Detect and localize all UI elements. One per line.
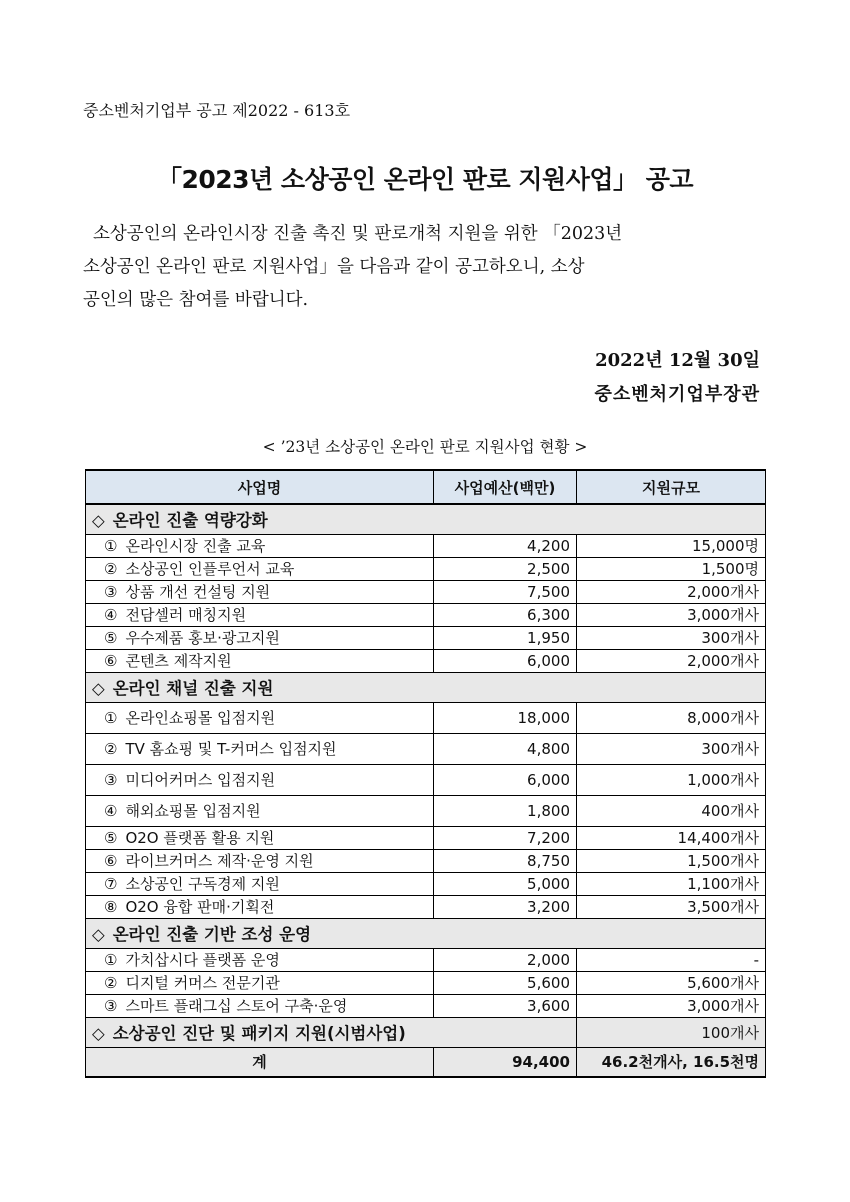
table-row xyxy=(86,733,766,764)
header-scale: 지원규모 xyxy=(577,470,766,504)
notice-number: 중소벤처기업부 공고 제2022 - 613호 xyxy=(83,101,351,120)
item-number: ③ xyxy=(104,997,118,1015)
total-scale: 46.2천개사, 16.5천명 xyxy=(577,1047,766,1077)
item-number: ② xyxy=(104,740,118,758)
program-name-cell xyxy=(86,702,434,733)
table-row xyxy=(86,702,766,733)
table-row xyxy=(86,795,766,826)
program-name-cell xyxy=(86,733,434,764)
item-number: ① xyxy=(104,537,118,555)
item-number: ② xyxy=(104,974,118,992)
program-table xyxy=(85,469,766,1078)
diamond-icon: ◇ xyxy=(92,511,105,531)
program-name-cell xyxy=(86,764,434,795)
scale-cell: 300개사 xyxy=(577,626,766,649)
section-title-cell xyxy=(86,918,766,948)
program-name: 우수제품 홍보·광고지원 xyxy=(125,629,280,647)
table-row xyxy=(86,826,766,849)
program-name: 해외쇼핑몰 입점지원 xyxy=(125,802,261,820)
scale-cell: 1,100개사 xyxy=(577,872,766,895)
table-row xyxy=(86,626,766,649)
program-name: 온라인쇼핑몰 입점지원 xyxy=(125,709,276,727)
item-number: ① xyxy=(104,951,118,969)
item-number: ⑤ xyxy=(104,829,118,847)
budget-cell: 2,500 xyxy=(434,557,577,580)
program-name: O2O 플랫폼 활용 지원 xyxy=(125,829,275,847)
budget-cell: 7,500 xyxy=(434,580,577,603)
scale-cell: 3,000개사 xyxy=(577,603,766,626)
budget-cell: 5,000 xyxy=(434,872,577,895)
notice-author: 중소벤처기업부장관 xyxy=(594,384,760,405)
item-number: ① xyxy=(104,709,118,727)
budget-cell: 18,000 xyxy=(434,702,577,733)
budget-cell: 4,800 xyxy=(434,733,577,764)
table-row xyxy=(86,994,766,1017)
total-label: 계 xyxy=(86,1047,434,1077)
program-name-cell xyxy=(86,971,434,994)
program-name-cell xyxy=(86,872,434,895)
scale-cell: - xyxy=(577,948,766,971)
scale-cell: 14,400개사 xyxy=(577,826,766,849)
program-name: 라이브커머스 제작·운영 지원 xyxy=(125,852,314,870)
item-number: ② xyxy=(104,560,118,578)
section-title: 온라인 진출 기반 조성 운영 xyxy=(112,925,312,944)
table-row xyxy=(86,649,766,672)
program-name: 전담셀러 매칭지원 xyxy=(125,606,247,624)
section-title: 온라인 채널 진출 지원 xyxy=(112,679,274,698)
program-name-cell xyxy=(86,994,434,1017)
table-row xyxy=(86,948,766,971)
program-name: 온라인시장 진출 교육 xyxy=(125,537,266,555)
budget-cell: 3,200 xyxy=(434,895,577,918)
intro-line-2: 소상공인 온라인 판로 지원사업」을 다음과 같이 공고하오니, 소상 xyxy=(83,257,585,277)
table-row xyxy=(86,849,766,872)
table-row xyxy=(86,971,766,994)
table-row xyxy=(86,534,766,557)
program-name-cell xyxy=(86,849,434,872)
header-program-name: 사업명 xyxy=(86,470,434,504)
total-budget: 94,400 xyxy=(434,1047,577,1077)
program-name-cell xyxy=(86,826,434,849)
item-number: ③ xyxy=(104,771,118,789)
scale-cell: 2,000개사 xyxy=(577,580,766,603)
diamond-icon: ◇ xyxy=(92,925,105,944)
pilot-title-cell xyxy=(86,1017,577,1047)
program-name-cell xyxy=(86,580,434,603)
scale-cell: 1,500개사 xyxy=(577,849,766,872)
intro-paragraph xyxy=(83,218,768,317)
scale-cell: 1,000개사 xyxy=(577,764,766,795)
section-row xyxy=(86,672,766,702)
budget-cell: 6,000 xyxy=(434,764,577,795)
program-name-cell xyxy=(86,557,434,580)
table-row xyxy=(86,895,766,918)
item-number: ④ xyxy=(104,802,118,820)
intro-line-1: 소상공인의 온라인시장 진출 촉진 및 판로개척 지원을 위한 「2023년 xyxy=(93,224,623,244)
table-row xyxy=(86,764,766,795)
item-number: ⑥ xyxy=(104,652,118,670)
table-caption: < ’23년 소상공인 온라인 판로 지원사업 현황 > xyxy=(262,438,588,456)
item-number: ⑧ xyxy=(104,898,118,916)
program-name: 소상공인 인플루언서 교육 xyxy=(125,560,295,578)
intro-line-3: 공인의 많은 참여를 바랍니다. xyxy=(83,290,309,310)
item-number: ④ xyxy=(104,606,118,624)
program-name: 상품 개선 컨설팅 지원 xyxy=(125,583,271,601)
program-name-cell xyxy=(86,626,434,649)
program-name: 소상공인 구독경제 지원 xyxy=(125,875,280,893)
budget-cell: 6,000 xyxy=(434,649,577,672)
program-name-cell xyxy=(86,649,434,672)
budget-cell: 5,600 xyxy=(434,971,577,994)
section-title-cell xyxy=(86,504,766,534)
table-row xyxy=(86,557,766,580)
diamond-icon: ◇ xyxy=(92,679,105,698)
program-name-cell xyxy=(86,534,434,557)
document-title: 「2023년 소상공인 온라인 판로 지원사업」 공고 xyxy=(157,165,693,194)
program-name-cell xyxy=(86,948,434,971)
program-name: 스마트 플래그십 스토어 구축·운영 xyxy=(125,997,348,1015)
budget-cell: 2,000 xyxy=(434,948,577,971)
budget-cell: 3,600 xyxy=(434,994,577,1017)
item-number: ⑤ xyxy=(104,629,118,647)
pilot-row xyxy=(86,1017,766,1047)
section-title: 온라인 진출 역량강화 xyxy=(112,511,268,531)
section-title-cell xyxy=(86,672,766,702)
program-name: 디지털 커머스 전문기관 xyxy=(125,974,280,992)
budget-cell: 4,200 xyxy=(434,534,577,557)
table-header-row xyxy=(86,470,766,504)
program-name: 가치삽시다 플랫폼 운영 xyxy=(125,951,280,969)
section-row xyxy=(86,918,766,948)
table-row xyxy=(86,580,766,603)
program-name: TV 홈쇼핑 및 T-커머스 입점지원 xyxy=(125,740,337,758)
scale-cell: 2,000개사 xyxy=(577,649,766,672)
table-row xyxy=(86,872,766,895)
program-name: 미디어커머스 입점지원 xyxy=(125,771,276,789)
table-row xyxy=(86,603,766,626)
item-number: ③ xyxy=(104,583,118,601)
scale-cell: 8,000개사 xyxy=(577,702,766,733)
scale-cell: 15,000명 xyxy=(577,534,766,557)
program-name-cell xyxy=(86,895,434,918)
notice-date: 2022년 12월 30일 xyxy=(595,350,760,371)
scale-cell: 300개사 xyxy=(577,733,766,764)
budget-cell: 1,950 xyxy=(434,626,577,649)
budget-cell: 8,750 xyxy=(434,849,577,872)
diamond-icon: ◇ xyxy=(92,1024,105,1043)
total-row xyxy=(86,1047,766,1077)
budget-cell: 7,200 xyxy=(434,826,577,849)
program-name-cell xyxy=(86,795,434,826)
budget-cell: 1,800 xyxy=(434,795,577,826)
scale-cell: 400개사 xyxy=(577,795,766,826)
program-name-cell xyxy=(86,603,434,626)
program-name: O2O 융합 판매·기획전 xyxy=(125,898,275,916)
section-row xyxy=(86,504,766,534)
item-number: ⑥ xyxy=(104,852,118,870)
budget-cell: 6,300 xyxy=(434,603,577,626)
scale-cell: 3,500개사 xyxy=(577,895,766,918)
scale-cell: 1,500명 xyxy=(577,557,766,580)
scale-cell: 3,000개사 xyxy=(577,994,766,1017)
scale-cell: 5,600개사 xyxy=(577,971,766,994)
pilot-title: 소상공인 진단 및 패키지 지원(시범사업) xyxy=(112,1024,406,1043)
item-number: ⑦ xyxy=(104,875,118,893)
program-name: 콘텐츠 제작지원 xyxy=(125,652,232,670)
header-budget: 사업예산(백만) xyxy=(434,470,577,504)
pilot-scale: 100개사 xyxy=(577,1017,766,1047)
